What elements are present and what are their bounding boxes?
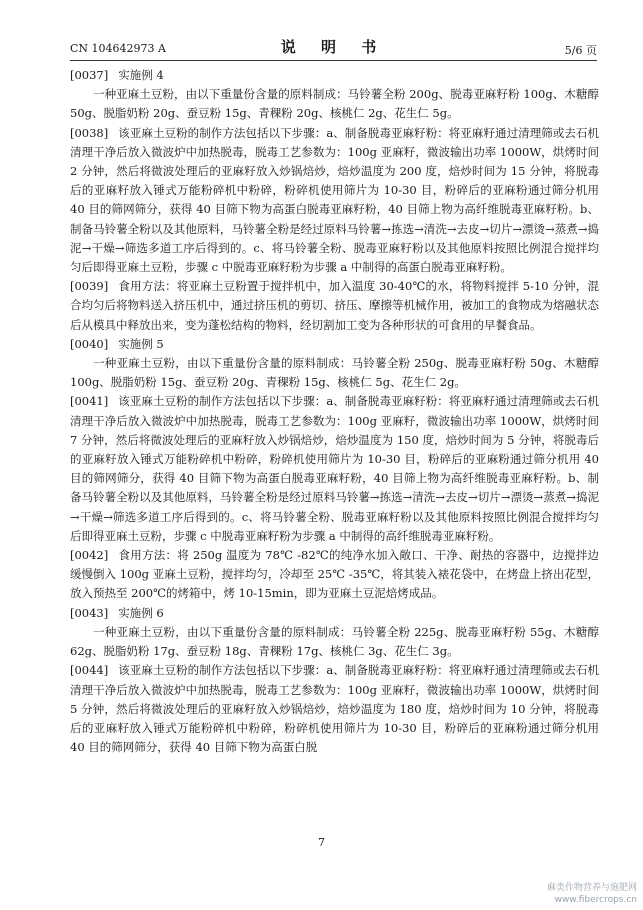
paragraph-text: 实施例 6 (118, 605, 164, 620)
paragraph-text: 一种亚麻土豆粉，由以下重量份含量的原料制成：马铃薯全粉 225g、脱毒亚麻籽粉 55g、木糖醇 62g、脱脂奶粉 17g、蚕豆粉 18g、青稞粉 17g、核桃仁 3g、花生仁 3g。 (70, 624, 599, 659)
paragraph-number: [0041] (70, 394, 109, 409)
document-body (70, 66, 599, 757)
document-number: CN 104642973 A (70, 42, 166, 55)
paragraph-number: [0037] (70, 68, 109, 82)
paragraph-text: 该亚麻土豆粉的制作方法包括以下步骤：a、制备脱毒亚麻籽粉：将亚麻籽通过清理筛或去石机清理干净后放入微波炉中加热脱毒，脱毒工艺参数为：100g 亚麻籽，微波输出功率 1000W，烘烤时间 5 分钟，然后将微波处理后的亚麻籽放入炒锅焙炒，焙炒温度为 180 度，焙炒时间为 10 分钟，将脱毒后的亚麻籽放入锤式万能粉碎机中粉碎，粉碎机使用筛片为 10-30 目，粉碎后的亚麻粉通过筛分机用 40 目的筛网筛分，获得 40 目筛下物为高蛋白脱 (70, 663, 599, 755)
paragraph (70, 392, 599, 546)
paragraph (70, 124, 599, 278)
paragraph-number: [0042] (70, 548, 109, 563)
paragraph-text: 实施例 5 (118, 336, 164, 351)
paragraph-text: 一种亚麻土豆粉，由以下重量份含量的原料制成：马铃薯全粉 250g、脱毒亚麻籽粉 50g、木糖醇 100g、脱脂奶粉 15g、蚕豆粉 20g、青稞粉 15g、核桃仁 5g、花生仁 2g。 (70, 356, 599, 390)
page-header (70, 34, 597, 61)
paragraph-text: 食用方法：将 250g 温度为 78℃ -82℃的纯净水加入敞口、干净、耐热的容器中，边搅拌边缓慢倒入 100g 亚麻土豆粉，搅拌均匀，冷却至 25℃ -35℃，将其装入裱花袋中，在烤盘上挤出花型，放入预热至 200℃的烤箱中，烤 10-15min，即为亚麻土豆泥焙烤成品。 (70, 548, 599, 601)
paragraph (70, 546, 599, 604)
page-info: 5/6 页 (564, 44, 597, 57)
document-title: 说 明 书 (280, 38, 387, 56)
paragraph-heading (70, 604, 599, 623)
paragraph (70, 85, 599, 123)
paragraph-heading (70, 335, 599, 354)
paragraph (70, 623, 599, 661)
paragraph-number: [0038] (70, 125, 109, 140)
page-number: 7 (318, 836, 325, 849)
site-watermark (547, 882, 637, 906)
paragraph-number: [0040] (70, 336, 109, 351)
paragraph-text: 食用方法：将亚麻土豆粉置于搅拌机中，加入温度 30-40℃的水，将物料搅拌 5-10 分钟，混合均匀后将物料送入挤压机中，通过挤压机的剪切、挤压、摩擦等机械作用，被加工的食物成为熔融状态后从模具中释放出来，变为蓬松结构的物料，经切割加工变为各种形状的可食用的早餐食品。 (70, 279, 599, 332)
paragraph-number: [0039] (70, 279, 109, 294)
paragraph-text: 该亚麻土豆粉的制作方法包括以下步骤：a、制备脱毒亚麻籽粉：将亚麻籽通过清理筛或去石机清理干净后放入微波炉中加热脱毒，脱毒工艺参数为：100g 亚麻籽，微波输出功率 1000W，烘烤时间 7 分钟，然后将微波处理后的亚麻籽放入炒锅焙炒，焙炒温度为 150 度，焙炒时间为 5 分钟，将脱毒后的亚麻籽放入锤式万能粉碎机中粉碎，粉碎机使用筛片为 10-30 目，粉碎后的亚麻粉通过筛分机用 40 目的筛网筛分，获得 40 目筛下物为高蛋白脱毒亚麻籽粉，40 目筛上物为高纤维脱毒亚麻籽粉。b、制备马铃薯全粉以及其他原料，马铃薯全粉是经过原料马铃薯→拣选→清洗→去皮→切片→漂烫→蒸煮→捣泥→干燥→筛选多道工序后得到的。c、将马铃薯全粉、脱毒亚麻籽粉以及其他原料按照比例混合搅拌均匀后即得亚麻土豆粉，步骤 c 中脱毒亚麻籽粉为步骤 a 中制得的高纤维脱毒亚麻籽粉。 (70, 394, 599, 543)
paragraph-text: 该亚麻土豆粉的制作方法包括以下步骤：a、制备脱毒亚麻籽粉：将亚麻籽通过清理筛或去石机清理干净后放入微波炉中加热脱毒，脱毒工艺参数为：100g 亚麻籽，微波输出功率 1000W，烘烤时间 2 分钟，然后将微波处理后的亚麻籽放入炒锅焙炒，焙炒温度为 200 度，焙炒时间为 15 分钟，将脱毒后的亚麻籽放入锤式万能粉碎机中粉碎，粉碎机使用筛片为 10-30 目，粉碎后的亚麻粉通过筛分机用 40 目的筛网筛分，获得 40 目筛下物为高蛋白脱毒亚麻籽粉，40 目筛上物为高纤维脱毒亚麻籽粉。b、制备马铃薯全粉以及其他原料，马铃薯全粉是经过原料马铃薯→拣选→清洗→去皮→切片→漂烫→蒸煮→捣泥→干燥→筛选多道工序后得到的。c、将马铃薯全粉、脱毒亚麻籽粉以及其他原料按照比例混合搅拌均匀后即得亚麻土豆粉，步骤 c 中脱毒亚麻籽粉为步骤 a 中制得的高蛋白脱毒亚麻籽粉。 (70, 125, 599, 275)
paragraph-text: 实施例 4 (118, 68, 164, 82)
paragraph-text: 一种亚麻土豆粉，由以下重量份含量的原料制成：马铃薯全粉 200g、脱毒亚麻籽粉 100g、木糖醇 50g、脱脂奶粉 20g、蚕豆粉 15g、青稞粉 20g、核桃仁 2g、花生仁 5g。 (70, 87, 599, 121)
watermark-site-name: 麻类作物营养与施肥网 (546, 883, 637, 893)
paragraph-heading (70, 66, 599, 85)
watermark-site-url: www.fibercrops.cn (554, 895, 637, 905)
paragraph-number: [0044] (70, 663, 109, 678)
paragraph (70, 354, 599, 392)
paragraph (70, 661, 599, 757)
paragraph (70, 277, 599, 335)
paragraph-number: [0043] (70, 605, 109, 620)
